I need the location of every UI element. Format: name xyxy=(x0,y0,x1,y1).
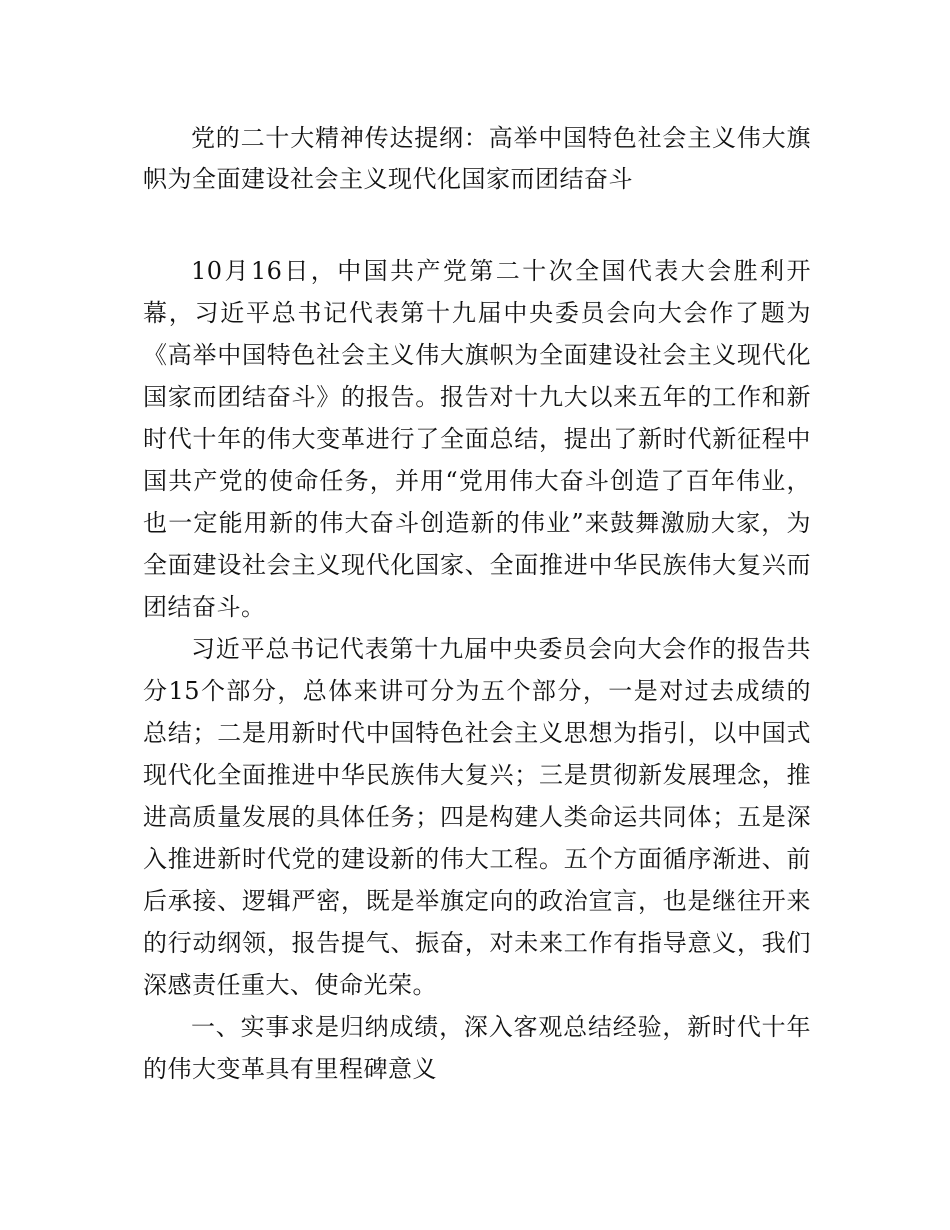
document-page xyxy=(143,118,811,1090)
document-title: 党的二十大精神传达提纲：高举中国特色社会主义伟大旗帜为全面建设社会主义现代化国家而团结奋斗 xyxy=(143,124,811,193)
section-heading-one: 一、实事求是归纳成绩，深入客观总结经验，新时代十年的伟大变革具有里程碑意义 xyxy=(143,1013,811,1083)
title-spacer xyxy=(143,200,811,250)
paragraph-report-structure: 习近平总书记代表第十九届中央委员会向大会作的报告共分15个部分，总体来讲可分为五个部分，一是对过去成绩的总结；二是用新时代中国特色社会主义思想为指引，以中国式现代化全面推进中华民族伟大复兴；三是贯彻新发展理念，推进高质量发展的具体任务；四是构建人类命运共同体；五是深入推进新时代党的建设新的伟大工程。五个方面循序渐进、前后承接、逻辑严密，既是举旗定向的政治宣言，也是继往开来的行动纲领，报告提气、振奋，对未来工作有指导意义，我们深感责任重大、使命光荣。 xyxy=(143,635,811,999)
paragraph-opening: 10月16日，中国共产党第二十次全国代表大会胜利开幕，习近平总书记代表第十九届中央委员会向大会作了题为《高举中国特色社会主义伟大旗帜为全面建设社会主义现代化国家而团结奋斗》的报告。报告对十九大以来五年的工作和新时代十年的伟大变革进行了全面总结，提出了新时代新征程中国共产党的使命任务，并用“党用伟大奋斗创造了百年伟业，也一定能用新的伟大奋斗创造新的伟业”来鼓舞激励大家，为全面建设社会主义现代化国家、全面推进中华民族伟大复兴而团结奋斗。 xyxy=(143,257,811,621)
